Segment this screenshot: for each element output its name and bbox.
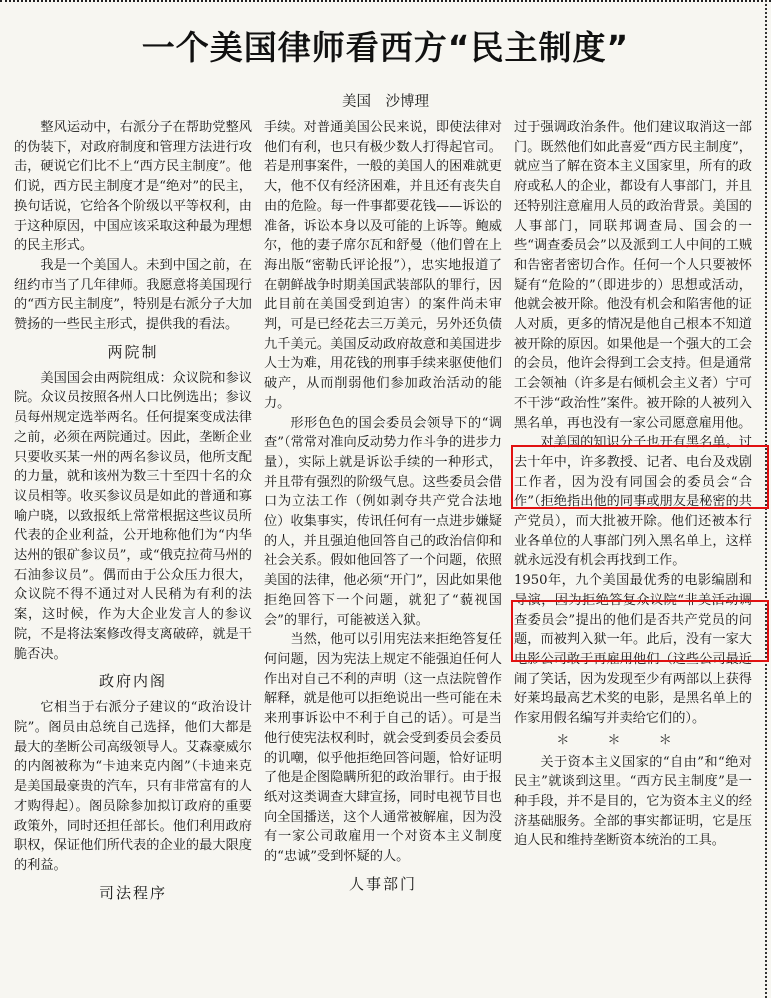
- paragraph: 手续。对普通美国公民来说，即使法律对他们有利，也只有极少数人打得起官司。若是刑事案件，一般的美国人的困难就更大，他不仅有经济困难，并且还有丧失自由的危险。每一件事都要花钱——诉讼的准备，诉讼本身以及可能的上诉等。鲍威尔，他的妻子席尔瓦和舒曼（他们曾在上海出版“密勒氏评论报”），忠实地报道了在朝鲜战争时期美国武装部队的罪行，因此目前在美国受到迫害）的案件尚未审判，可是已经花去三万美元，另外还负债九千美元。美国反动政府故意和美国进步人士为难，用花钱的刑事手续来驱使他们破产，从而削弱他们参加政治活动的能力。: [264, 120, 502, 411]
- paragraph: 过于强调政治条件。他们建议取消这一部门。既然他们如此喜爱“西方民主制度”，就应当了解在资本主义国家里，所有的政府或私人的企业，都设有人事部门，并且还特别注意雇用人员的政治背景。美国的人事部门，同联邦调查局、国会的一些“调查委员会”以及派到工人中间的工贼和告密者密切合作。任何一个人只要被怀疑有“危险的”（即进步的）思想或活动，他就会被开除。他没有机会和陷害他的证人对质，更多的情况是他自己根本不知道被开除的原因。如果他是一个强大的工会的会员，他许会得到工会支持。但是通常工会领袖（许多是右倾机会主义者）宁可不干涉“政治性”案件。被开除的人被列入黑名单，再也没有一家公司愿意雇用他。: [514, 120, 752, 431]
- paragraph: 形形色色的国会委员会领导下的“调查”（常常对准向反动势力作斗争的进步力量），实际上就是诉讼手续的一种形式，并且带有强烈的阶级气息。这些委员会借口为立法工作（例如剥夺共产党合法地位）收集事实，传讯任何有一点进步嫌疑的人，并且强迫他回答自己的政治信仰和社会关系。假如他回答了一个问题，依照美国的法律，他必须“开门”，因此如果他拒绝回答下一个问题，就犯了“藐视国会”的罪行，可能被送入狱。: [264, 415, 502, 628]
- article-column-3: [514, 118, 752, 994]
- section-heading: 两院制: [107, 342, 159, 361]
- article-column-1: [14, 118, 252, 994]
- section-heading: 人事部门: [348, 874, 417, 893]
- article-byline: 美国 沙博理: [342, 94, 429, 110]
- page-top-border: [0, 0, 771, 8]
- paragraph: 它相当于右派分子建议的“政治设计院”。阁员由总统自己选择，他们大都是最大的垄断公司高级领导人。艾森豪威尔的内阁被称为“卡迪来克内阁”（卡迪来克是美国最豪贵的汽车，只有非常富有的人才购得起）。阁员除参加拟订政府的重要政策外，同时还担任部长。他们利用政府职权，保证他们所代表的企业的最大限度的利益。: [14, 700, 252, 873]
- paragraph: 美国国会由两院组成：众议院和参议院。众议员按照各州人口比例选出；参议员每州规定选举两名。任何提案变成法律之前，必须在两院通过。因此，垄断企业只要收买某一州的两名参议员，他所支配的力量，就和该州为数三十至四十名的众议员相等。收买参议员是如此的普通和寡喻户晓，以致报纸上常常根据这些议员所代表的企业利益，公开地称他们为“内华达州的银矿参议员”，或“俄克拉荷马州的石油参议员”。偶而由于公众压力很大，众议院不得不通过对人民稍为有利的法案，这时候，作为大企业发言人的参议院，不是将法案修改得支离破碎，就是干脆否决。: [14, 370, 252, 662]
- section-heading: 政府内阁: [98, 672, 167, 691]
- article-title: 一个美国律师看西方“民主制度”: [141, 28, 630, 67]
- paragraph: 1950年，九个美国最优秀的电影编剧和导演，因为拒绝答复众议院“非美活动调查委员会”提出的他们是否共产党员的问题，而被判入狱一年。此后，没有一家大电影公司敢于再雇用他们（这些公司最近闹了笑话，因为发现至少有两部以上获得好莱坞最高艺术奖的电影，是黑名单上的作家用假名编写并卖给它们的）。: [514, 573, 752, 727]
- paragraph: 当然，他可以引用宪法来拒绝答复任何问题，因为宪法上规定不能强迫任何人作出对自己不利的声明（这一点法院曾作解释，就是他可以拒绝说出一些可能在未来刑事诉讼中不利于自己的话）。可是当他行使宪法权利时，就会受到委员会委员的讥嘲，似乎他拒绝回答问题，恰好证明了他是企图隐瞒所犯的政治罪行。由于报纸对这类调查大肆宣扬，同时电视节目也向全国播送，这个人通常被解雇，因为没有一家公司敢雇用一个对资本主义制度的“忠诚”受到怀疑的人。: [264, 632, 502, 865]
- paragraph: 我是一个美国人。未到中国之前，在纽约市当了几年律师。我愿意将美国现行的“西方民主制度”，特别是右派分子大加赞扬的一些民主形式，提供我的看法。: [14, 257, 252, 333]
- paragraph: 关于资本主义国家的“自由”和“绝对民主”就谈到这里。“西方民主制度”是一种手段，并不是目的，它为资本主义的经济基础服务。全部的事实都证明，它是压迫人民和维持垄断资本统治的工具。: [514, 754, 752, 849]
- paragraph: 整风运动中，右派分子在帮助党整风的伪装下，对政府制度和管理方法进行攻击，硬说它们比不上“西方民主制度”。他们说，西方民主制度才是“绝对”的民主，换句话说，它给各个阶级以平等权利，由于这种原因，中国应该采取这种最为理想的民主形式。: [14, 120, 252, 254]
- section-heading: 司法程序: [98, 883, 167, 902]
- page-right-border: [761, 0, 767, 998]
- article-column-2: [264, 118, 502, 994]
- section-separator: ＊＊＊: [556, 732, 710, 748]
- paragraph: 对美国的知识分子也开有黑名单。过去十年中，许多教授、记者、电台及戏剧工作者，因为没有同国会的委员会“合作”（拒绝指出他的同事或朋友是秘密的共产党员），而大批被开除。他们还被本行业各单位的人事部门列入黑名单上，这样就永远没有机会再找到工作。: [514, 435, 752, 569]
